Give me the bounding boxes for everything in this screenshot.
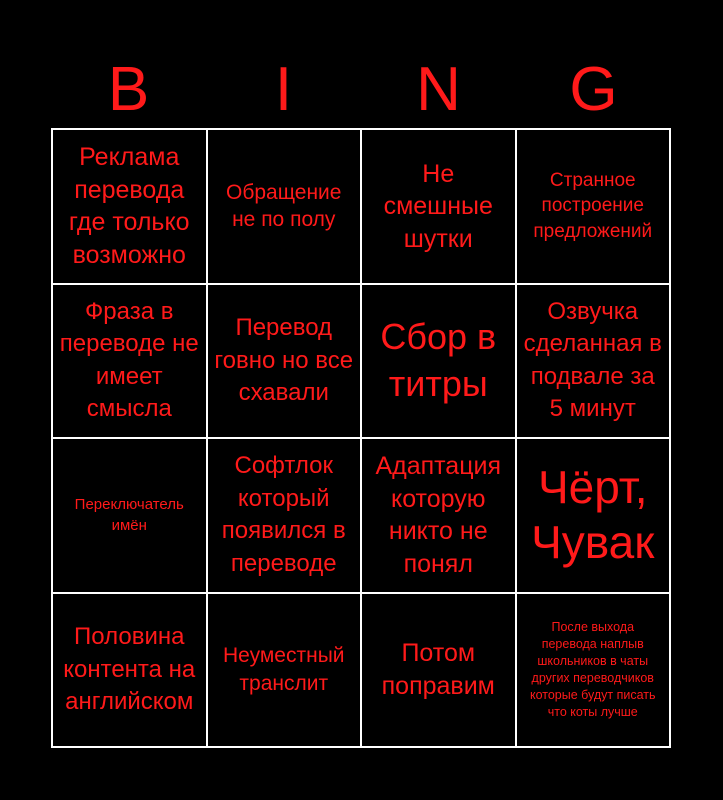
bingo-cell[interactable]: [207, 438, 362, 593]
bingo-cell[interactable]: [52, 593, 207, 748]
header-letter-n: N: [416, 55, 461, 124]
cell-text: Адаптация которую никто не понял: [375, 452, 502, 578]
bingo-cell[interactable]: [361, 129, 516, 284]
bingo-cell[interactable]: [361, 438, 516, 593]
header-letter-g: G: [569, 55, 618, 124]
bingo-cell[interactable]: [516, 284, 671, 439]
bingo-cell[interactable]: [207, 593, 362, 748]
cell-text: Фраза в переводе не имеет смысла: [59, 297, 199, 423]
cell-text: Половина контента на английском: [63, 623, 196, 715]
cell-text: Сбор в титры: [380, 315, 497, 404]
cell-text: Реклама перевода где только возможно: [68, 143, 190, 269]
cell-text: Не смешные шутки: [383, 159, 493, 253]
cell-text: Переключатель имён: [74, 496, 184, 535]
cell-text: Софтлок который появился в переводе: [221, 452, 346, 577]
bingo-cell[interactable]: [361, 284, 516, 439]
bingo-cell[interactable]: [52, 284, 207, 439]
cell-text: Неуместный транслит: [222, 644, 345, 695]
bingo-board: [51, 128, 671, 748]
cell-text: Озвучка сделанная в подвале за 5 минут: [523, 297, 662, 423]
cell-text: Странное построение предложений: [533, 169, 653, 243]
cell-text: Обращение не по полу: [226, 180, 342, 232]
header-letter-b: B: [107, 55, 150, 124]
bingo-cell[interactable]: [361, 593, 516, 748]
bingo-cell[interactable]: [207, 129, 362, 284]
bingo-cell[interactable]: [516, 129, 671, 284]
cell-text: Перевод говно но все схавали: [214, 314, 354, 406]
bingo-cell[interactable]: [516, 593, 671, 748]
bingo-cell[interactable]: [52, 129, 207, 284]
cell-text: После выхода перевода наплыв школьников в чаты других переводчиков которые будут писать что коты лучше: [529, 620, 656, 719]
bingo-header: [51, 52, 671, 128]
bingo-cell[interactable]: [52, 438, 207, 593]
header-letter-i: I: [274, 55, 293, 124]
bingo-cell[interactable]: [207, 284, 362, 439]
cell-text: Потом поправим: [381, 639, 495, 700]
cell-text: Чёрт, Чувак: [531, 461, 655, 569]
bingo-cell[interactable]: [516, 438, 671, 593]
